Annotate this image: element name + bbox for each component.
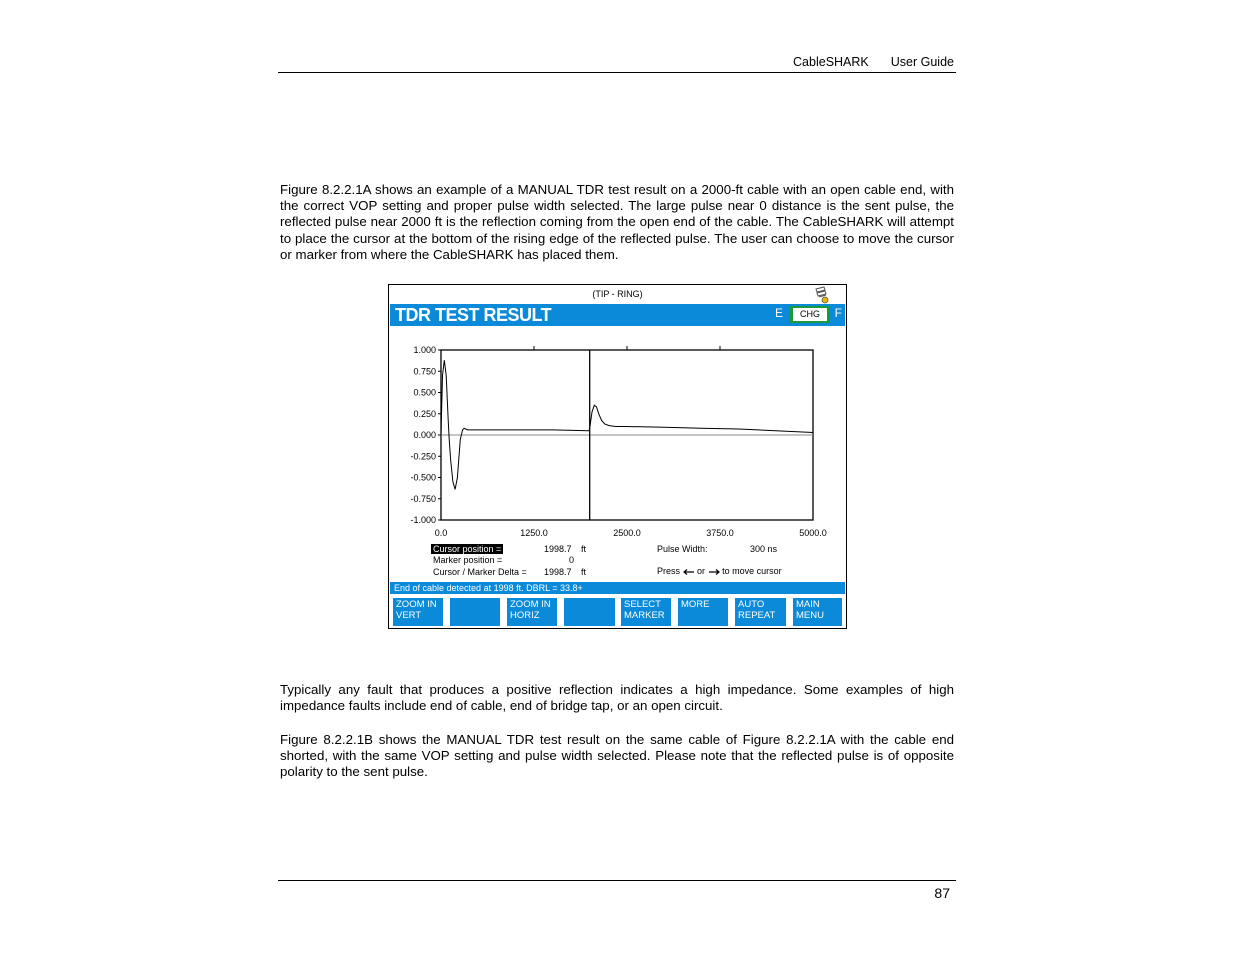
cursor-position-label: Cursor position = — [433, 544, 502, 554]
y-tick-label: -0.250 — [410, 451, 436, 462]
marker-position-value: 0 — [569, 555, 575, 565]
x-tick-label: 1250.0 — [520, 528, 548, 538]
x-tick-label: 0.0 — [434, 528, 448, 538]
page-header — [278, 55, 956, 73]
tdr-chart — [389, 341, 846, 541]
softkey-more[interactable]: MORE — [678, 598, 728, 626]
delta-unit: ft — [581, 567, 587, 577]
header-product: CableSHARK — [793, 55, 869, 69]
y-tick-label: 1.000 — [413, 345, 436, 355]
battery-full-label: F — [834, 306, 842, 320]
paragraph-2: Typically any fault that produces a positive reflection indicates a high impedance. Some examples of high impedance faults include end of cable, end of bridge tap, or an open circuit. — [280, 682, 954, 714]
x-tick-label: 5000.0 — [799, 528, 827, 538]
pulse-width-value: 300 ns — [750, 544, 778, 554]
y-tick-label: -0.500 — [410, 472, 436, 483]
softkey-auto-repeat[interactable]: AUTO REPEAT — [735, 598, 786, 626]
paragraph-3: Figure 8.2.2.1B shows the MANUAL TDR test result on the same cable of Figure 8.2.2.1A with the cable end shorted, with the same VOP setting and pulse width selected. Please note that the reflected pulse is of opposite polarity to the sent pulse. — [280, 732, 954, 780]
tdr-screen — [388, 284, 847, 629]
page-number: 87 — [934, 885, 950, 901]
softkey-zoom-in-vert[interactable]: ZOOM IN VERT — [393, 598, 443, 626]
battery-chg-label: CHG — [793, 308, 827, 321]
pulse-width-label: Pulse Width: — [657, 544, 708, 554]
y-tick-label: 0.000 — [413, 430, 436, 440]
x-tick-label: 3750.0 — [706, 528, 734, 538]
right-arrow-icon — [708, 568, 720, 576]
tdr-trace — [441, 360, 813, 489]
x-tick-label: 2500.0 — [613, 528, 641, 538]
battery-empty-label: E — [774, 306, 783, 320]
cursor-position-unit: ft — [581, 544, 587, 554]
status-bar: End of cable detected at 1998 ft. DBRL = 33.8+ — [390, 582, 845, 594]
battery-indicator — [790, 306, 830, 323]
y-tick-label: -1.000 — [410, 515, 436, 525]
softkey-blank-2[interactable] — [564, 598, 615, 626]
softkey-blank-1[interactable] — [450, 598, 500, 626]
softkey-select-marker[interactable]: SELECT MARKER — [621, 598, 671, 626]
cursor-position-value: 1998.7 — [544, 544, 572, 554]
softkey-main-menu[interactable]: MAIN MENU — [793, 598, 842, 626]
header-doc: User Guide — [890, 55, 954, 69]
paragraph-1: Figure 8.2.2.1A shows an example of a MANUAL TDR test result on a 2000-ft cable with an open cable end, with the correct VOP setting and proper pulse width selected. The large pulse near 0 distance is the sent pulse, the reflected pulse near 2000 ft is the reflection coming from the open end of the cable. The CableSHARK will attempt to place the cursor at the bottom of the rising edge of the reflected pulse. The user can choose to move the cursor or marker from where the CableSHARK has placed them. — [280, 182, 954, 262]
page-footer — [278, 880, 956, 901]
softkey-zoom-in-horiz[interactable]: ZOOM IN HORIZ — [507, 598, 557, 626]
left-arrow-icon — [683, 568, 695, 576]
y-tick-label: 0.500 — [413, 387, 436, 398]
y-tick-label: -0.750 — [410, 493, 436, 504]
pair-label: (TIP - RING) — [592, 289, 643, 299]
marker-position-label: Marker position = — [433, 555, 503, 565]
y-tick-label: 0.750 — [413, 366, 436, 377]
move-cursor-label: to move cursor — [722, 566, 782, 576]
screen-title: TDR TEST RESULT — [395, 305, 552, 325]
delta-label: Cursor / Marker Delta = — [433, 567, 527, 577]
probe-icon — [813, 286, 829, 304]
delta-value: 1998.7 — [544, 567, 572, 577]
title-bar — [390, 304, 845, 326]
y-tick-label: 0.250 — [413, 408, 436, 419]
press-label: Press — [657, 566, 681, 576]
or-label: or — [697, 566, 706, 576]
